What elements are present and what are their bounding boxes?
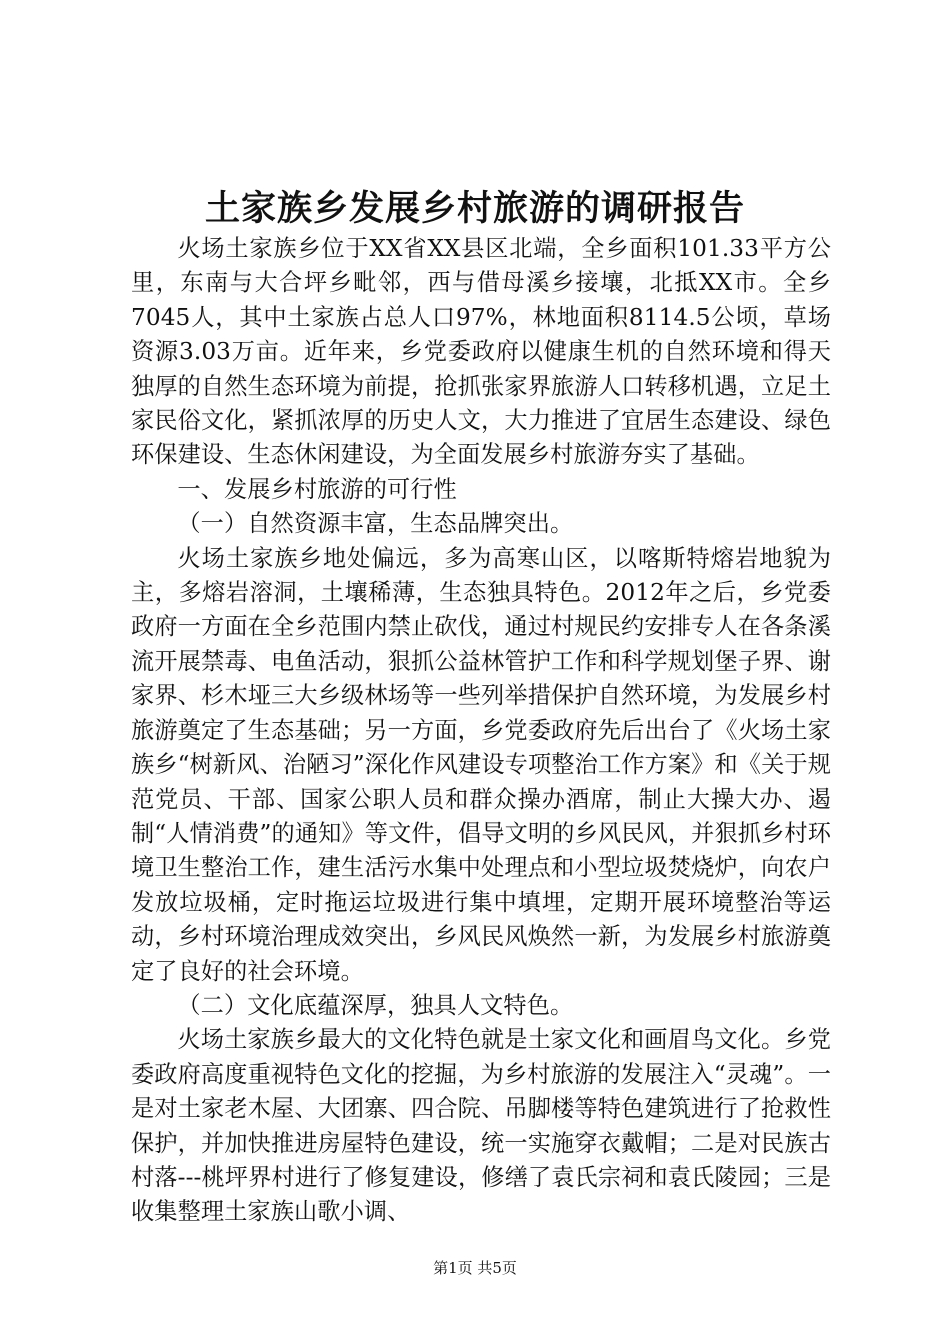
subsection-heading-2: （二）文化底蕴深厚，独具人文特色。	[177, 991, 574, 1019]
document-body	[131, 232, 831, 1230]
paragraph-natural-resources: 火场土家族乡地处偏远，多为高寒山区，以喀斯特熔岩地貌为主，多熔岩溶洞，土壤稀薄，生态独具特色。2012年之后，乡党委政府一方面在全乡范围内禁止砍伐，通过村规民约安排专人在各条溪流开展禁毒、电鱼活动，狠抓公益林管护工作和科学规划堡子界、谢家界、杉木垭三大乡级林场等一些列举措保护自然环境，为发展乡村旅游奠定了生态基础；另一方面，乡党委政府先后出台了《火场土家族乡“树新风、治陋习”深化作风建设专项整治工作方案》和《关于规范党员、干部、国家公职人员和群众操办酒席，制止大操大办、遏制“人情消费”的通知》等文件，倡导文明的乡风民风，并狠抓乡村环境卫生整治工作，建生活污水集中处理点和小型垃圾焚烧炉，向农户发放垃圾桶，定时拖运垃圾进行集中填埋，定期开展环境整治等运动，乡村环境治理成效突出，乡风民风焕然一新，为发展乡村旅游奠定了良好的社会环境。	[131, 544, 831, 985]
subsection-heading-1: （一）自然资源丰富，生态品牌突出。	[177, 510, 574, 538]
section-heading-1: 一、发展乡村旅游的可行性	[177, 475, 457, 503]
paragraph-intro: 火场土家族乡位于XX省XX县区北端，全乡面积101.33平方公里，东南与大合坪乡毗邻，西与借母溪乡接壤，北抵XX市。全乡7045人，其中土家族占总人口97%，林地面积8114.5公顷，草场资源3.03万亩。近年来，乡党委政府以健康生机的自然环境和得天独厚的自然生态环境为前提，抢抓张家界旅游人口转移机遇，立足土家民俗文化，紧抓浓厚的历史人文，大力推进了宜居生态建设、绿色环保建设、生态休闲建设，为全面发展乡村旅游夯实了基础。	[131, 235, 831, 469]
page-footer: 第1页 共5页	[433, 1259, 517, 1277]
paragraph-culture: 火场土家族乡最大的文化特色就是土家文化和画眉鸟文化。乡党委政府高度重视特色文化的挖掘，为乡村旅游的发展注入“灵魂”。一是对土家老木屋、大团寨、四合院、吊脚楼等特色建筑进行了抢救性保护，并加快推进房屋特色建设，统一实施穿衣戴帽；二是对民族古村落---桃坪界村进行了修复建设，修缮了袁氏宗祠和袁氏陵园；三是收集整理土家族山歌小调、	[131, 1026, 831, 1226]
document-title: 土家族乡发展乡村旅游的调研报告	[204, 188, 745, 229]
